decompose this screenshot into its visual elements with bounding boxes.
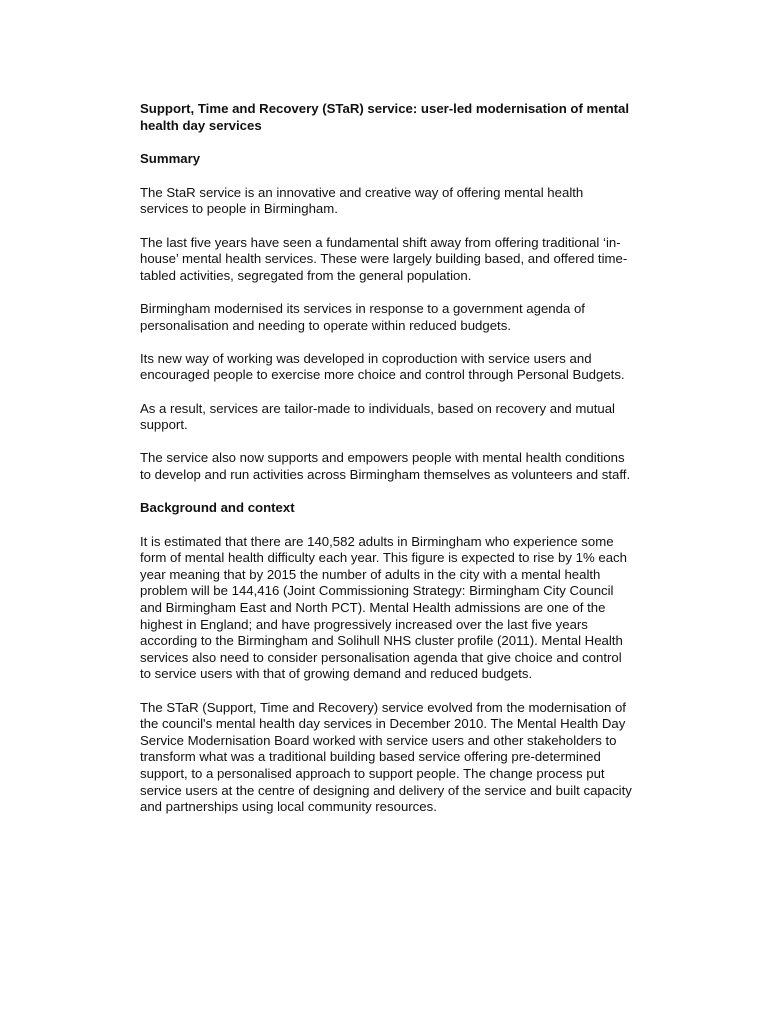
summary-paragraph-2: The last five years have seen a fundamental shift away from offering traditional ‘in-house’ mental health services. These were largely building based, and offered time-tabled activities, segregated from the general population. [140, 234, 628, 283]
background-paragraph-2: The STaR (Support, Time and Recovery) service evolved from the modernisation of the council's mental health day services in December 2010. The Mental Health Day Service Modernisation Board worked with service users and other stakeholders to transform what was a traditional building based service offering pre-determined support, to a personalised approach to support people. The change process put service users at the centre of designing and delivery of the service and built capacity and partnerships using local community resources. [140, 699, 632, 815]
background-paragraph-1: It is estimated that there are 140,582 adults in Birmingham who experience some form of mental health difficulty each year. This figure is expected to rise by 1% each year meaning that by 2015 the number of adults in the city with a mental health problem will be 144,416 (Joint Commissioning Strategy: Birmingham City Council and Birmingham East and North PCT). Mental Health admissions are one of the highest in England; and have progressively increased over the last five years according to the Birmingham and Solihull NHS cluster profile (2011). Mental Health services also need to consider personalisation agenda that give choice and control to service users with that of growing demand and reduced budgets. [140, 533, 627, 682]
background-heading: Background and context [140, 500, 295, 516]
document-title: Support, Time and Recovery (STaR) service: user-led modernisation of mental health day services [140, 101, 630, 133]
summary-paragraph-3: Birmingham modernised its services in response to a government agenda of personalisation and needing to operate within reduced budgets. [140, 300, 585, 333]
document-body [140, 101, 635, 832]
summary-paragraph-1: The StaR service is an innovative and creative way of offering mental health services to people in Birmingham. [140, 184, 584, 217]
summary-heading: Summary [140, 151, 201, 167]
summary-paragraph-5: As a result, services are tailor-made to individuals, based on recovery and mutual support. [140, 400, 615, 433]
summary-paragraph-4: Its new way of working was developed in coproduction with service users and encouraged people to exercise more choice and control through Personal Budgets. [140, 350, 625, 383]
summary-paragraph-6: The service also now supports and empowers people with mental health conditions to develop and run activities across Birmingham themselves as volunteers and staff. [140, 450, 631, 482]
